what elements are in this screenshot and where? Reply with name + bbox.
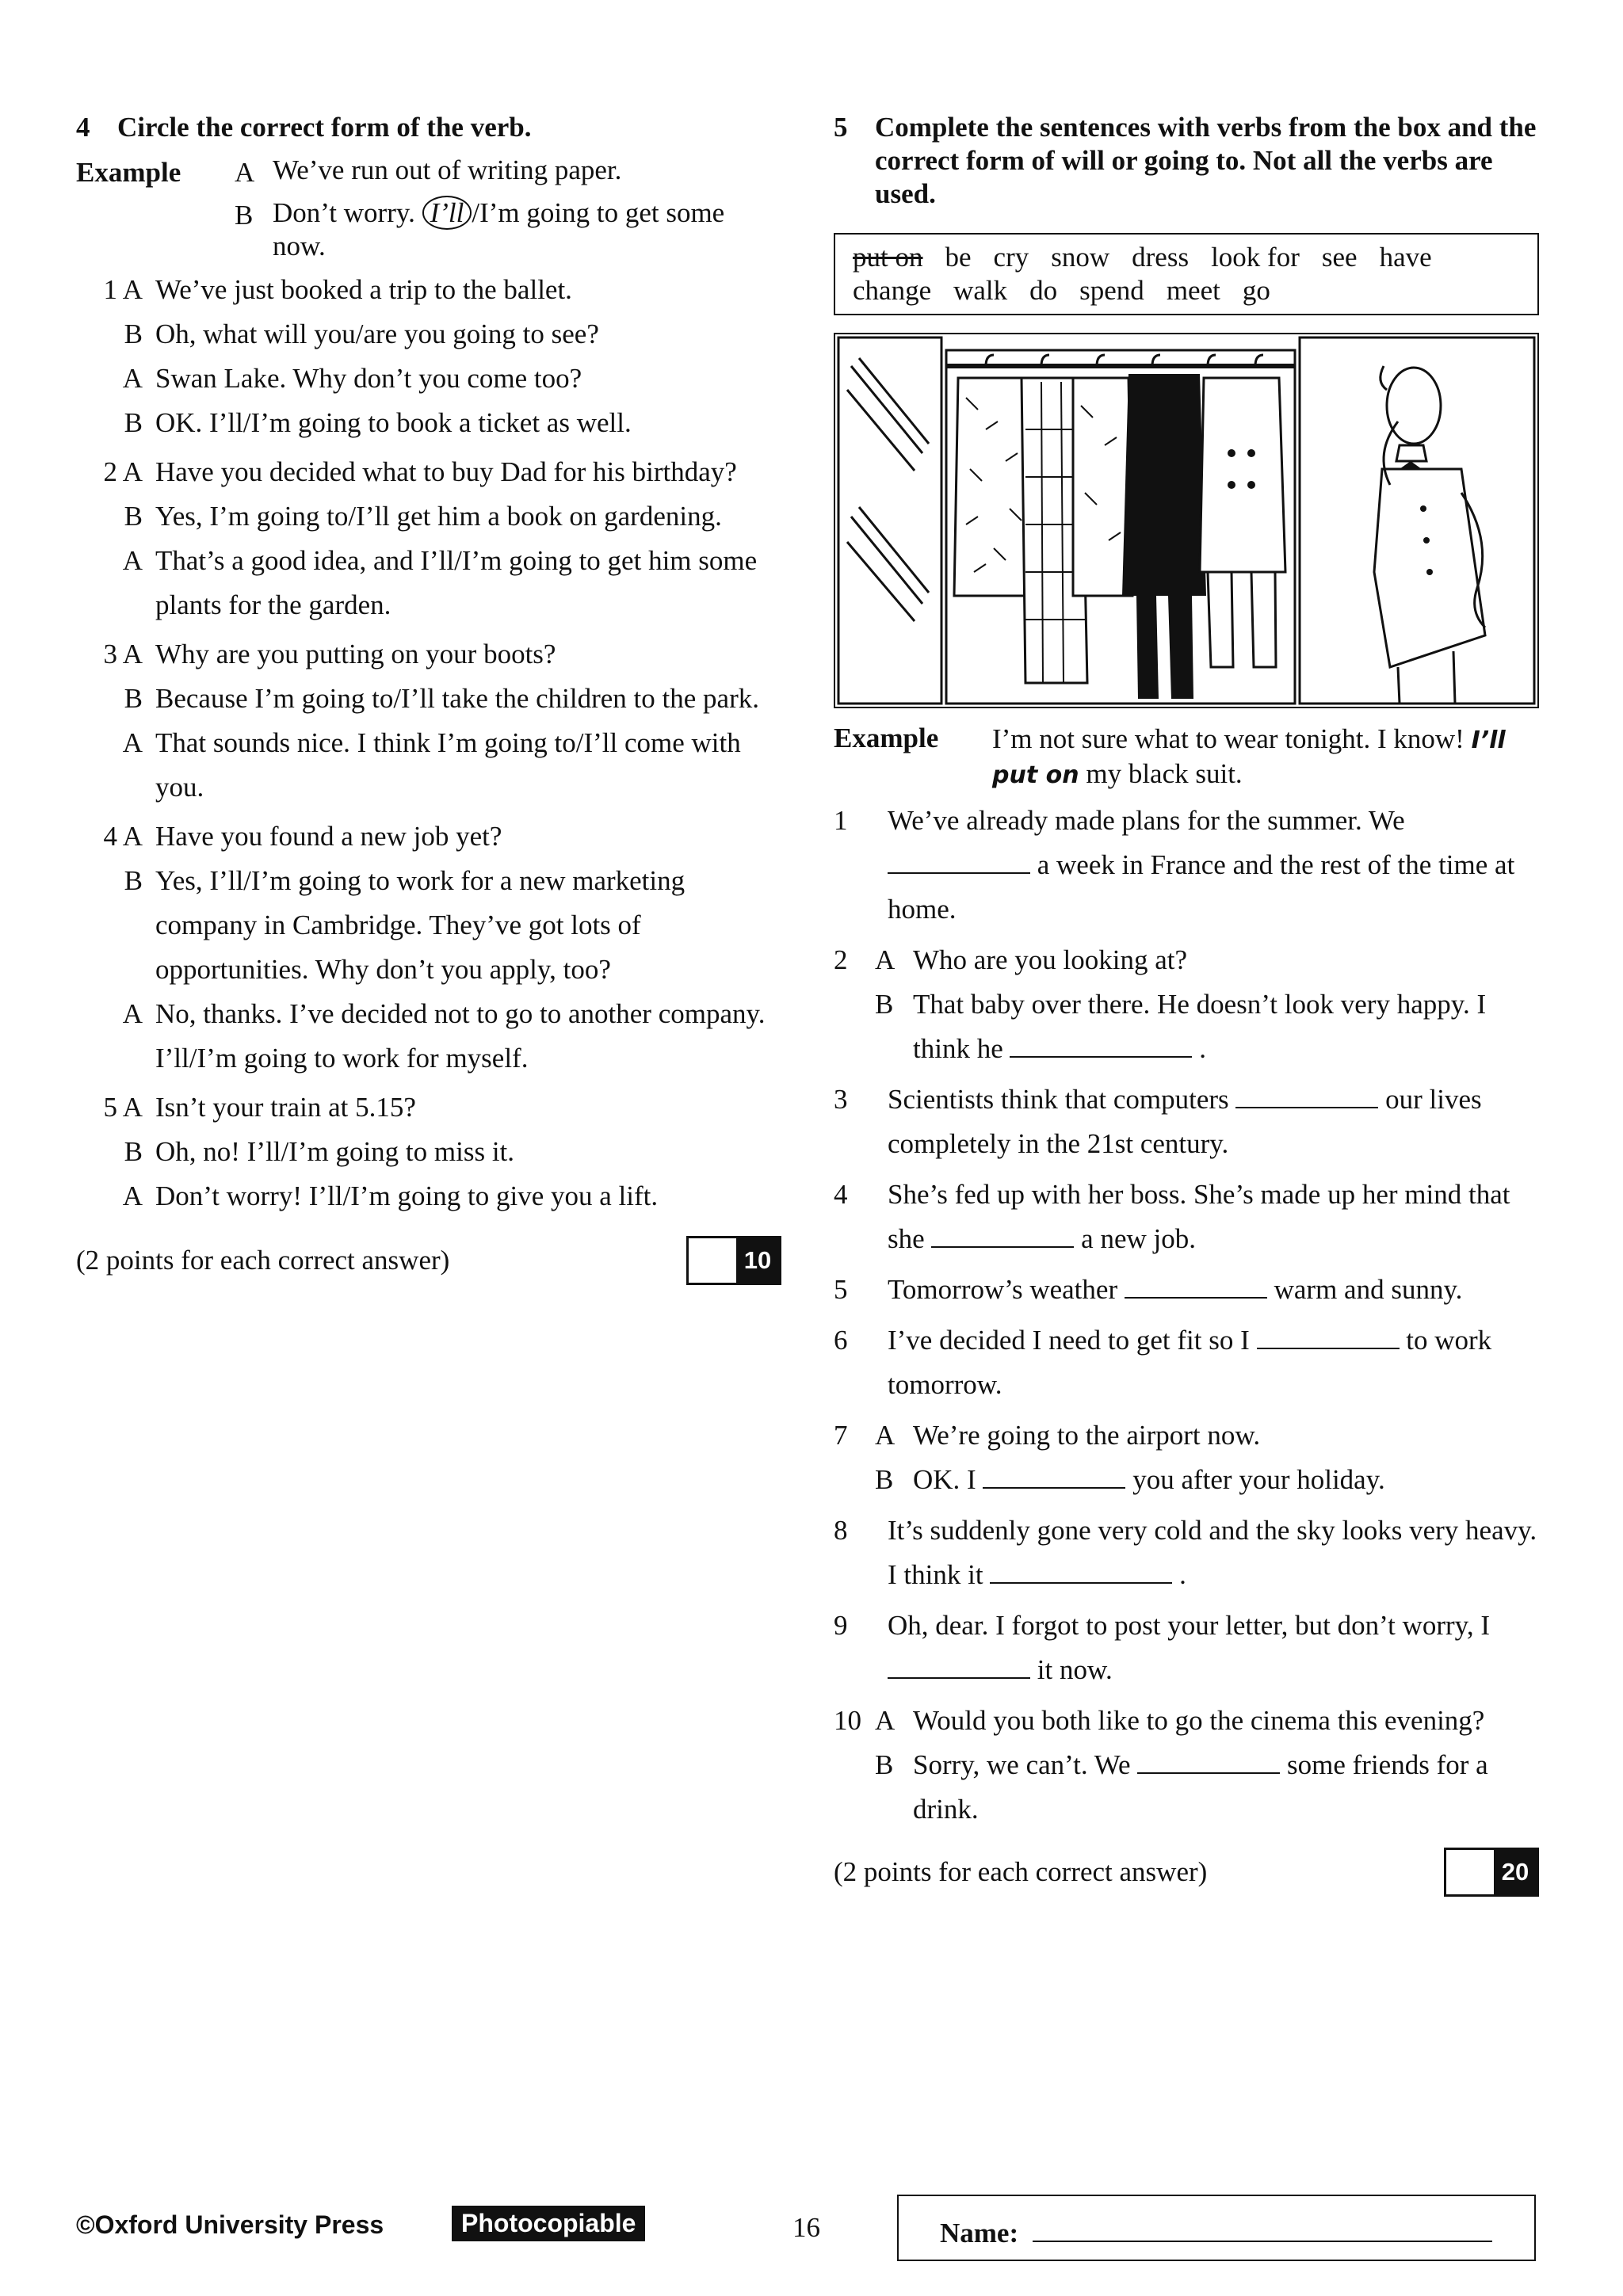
verb-box xyxy=(834,233,1539,315)
speaker-label: A xyxy=(122,1180,143,1211)
speaker-label xyxy=(875,799,888,932)
question-item xyxy=(834,1173,1539,1261)
question-number: 5 xyxy=(834,1274,848,1305)
example-text-pre: Don’t worry. xyxy=(273,197,415,228)
question-item xyxy=(834,1604,1539,1692)
section-instruction: Circle the correct form of the verb. xyxy=(117,112,532,143)
verb-option: meet xyxy=(1166,275,1220,306)
speaker-label xyxy=(875,1173,888,1261)
answer-blank[interactable] xyxy=(1125,1270,1267,1299)
dialogue-line xyxy=(76,494,781,539)
dialogue-line xyxy=(76,721,781,810)
score-entry[interactable] xyxy=(1446,1850,1494,1894)
question-text: She’s fed up with her boss. She’s made up her mind that she xyxy=(888,1179,1510,1254)
section-number: 4 xyxy=(76,112,90,143)
speaker-label: A xyxy=(122,274,143,305)
copyright-text: ©Oxford University Press xyxy=(76,2210,384,2239)
question-text-end: a week in France and the rest of the time at home. xyxy=(888,849,1515,925)
answer-blank[interactable] xyxy=(1137,1745,1280,1774)
dialogue-line xyxy=(76,450,781,494)
dialogue-text[interactable]: That’s a good idea, and I’ll/I’m going to get him some plants for the garden. xyxy=(155,545,758,620)
speaker-label xyxy=(875,1077,888,1166)
page-footer xyxy=(76,2195,1542,2266)
question-number xyxy=(76,357,117,401)
points-row xyxy=(76,1236,781,1285)
dialogue-text[interactable]: No, thanks. I’ve decided not to go to another company. I’ll/I’m going to work for myself. xyxy=(155,998,766,1074)
page-number: 16 xyxy=(792,2212,820,2243)
name-label: Name: xyxy=(940,2218,1019,2248)
example-text-post: my black suit. xyxy=(1086,758,1243,789)
score-box xyxy=(686,1236,781,1285)
speaker-label: B xyxy=(124,865,143,896)
speaker-label: A xyxy=(122,363,143,394)
question-text-end: warm and sunny. xyxy=(1274,1274,1463,1305)
question-text-end: . xyxy=(1179,1559,1186,1590)
speaker-label xyxy=(875,1604,888,1692)
question-number: 1 xyxy=(834,805,848,836)
verb-option: put on xyxy=(853,242,923,273)
speaker-label: A xyxy=(875,944,896,975)
question-item xyxy=(834,1508,1539,1597)
question-text-end: some friends for a drink. xyxy=(913,1749,1488,1825)
speaker-label: B xyxy=(235,200,254,231)
points-text: (2 points for each correct answer) xyxy=(76,1245,450,1276)
dialogue-text[interactable]: Why are you putting on your boots? xyxy=(155,639,556,669)
section-instruction: Complete the sentences with verbs from the box and the correct form of will or going to. Not all the verbs are used. xyxy=(875,112,1537,209)
speaker-label: B xyxy=(875,1749,894,1780)
photocopiable-badge: Photocopiable xyxy=(452,2206,645,2241)
question-text-end: our lives completely in the 21st century. xyxy=(888,1084,1482,1159)
question-item xyxy=(834,799,1539,932)
question-number: 1 xyxy=(103,274,117,305)
speaker-label: A xyxy=(122,456,143,487)
dialogue-text[interactable]: Yes, I’ll/I’m going to work for a new marketing company in Cambridge. They’ve got lots of opportunities. Why don’t you apply, too? xyxy=(155,865,685,985)
speaker-label xyxy=(875,1508,888,1597)
verb-option: look for xyxy=(1211,242,1300,273)
answer-blank[interactable] xyxy=(1010,1029,1192,1058)
dialogue-line xyxy=(76,992,781,1081)
question-list xyxy=(76,268,781,1219)
question-item xyxy=(76,268,781,445)
question-number: 6 xyxy=(834,1325,848,1356)
section-4 xyxy=(76,111,781,1285)
dialogue-line xyxy=(76,268,781,312)
question-text: Would you both like to go the cinema this evening? xyxy=(913,1705,1485,1736)
speaker-label: A xyxy=(235,157,255,188)
answer-blank[interactable] xyxy=(1235,1080,1378,1108)
dialogue-text[interactable]: We’ve just booked a trip to the ballet. xyxy=(155,274,572,305)
section-5-heading xyxy=(834,111,1539,211)
section-4-heading xyxy=(76,111,781,144)
question-text: It’s suddenly gone very cold and the sky looks very heavy. I think it xyxy=(888,1515,1537,1590)
question-text: That baby over there. He doesn’t look very happy. I think he xyxy=(913,989,1487,1064)
example-label: Example xyxy=(834,723,939,753)
question-text-end: . xyxy=(1199,1033,1206,1064)
dialogue-line xyxy=(76,814,781,859)
question-number xyxy=(76,677,117,721)
wardrobe-illustration xyxy=(834,333,1539,708)
example-text-post: /I’m going to get some now. xyxy=(273,197,725,261)
question-list xyxy=(834,799,1539,1832)
speaker-label: A xyxy=(122,1092,143,1123)
speaker-label: B xyxy=(875,1464,894,1495)
question-number: 3 xyxy=(103,639,117,669)
dialogue-line xyxy=(76,357,781,401)
question-text-end: to work tomorrow. xyxy=(888,1325,1492,1400)
dialogue-text[interactable]: Oh, no! I’ll/I’m going to miss it. xyxy=(155,1136,515,1167)
speaker-label: B xyxy=(124,318,143,349)
verb-option: have xyxy=(1379,242,1432,273)
dialogue-text[interactable]: That sounds nice. I think I’m going to/I’ll come with you. xyxy=(155,727,741,803)
speaker-label: A xyxy=(875,1420,896,1451)
question-number xyxy=(834,1458,875,1502)
score-entry[interactable] xyxy=(689,1238,736,1283)
circled-answer: I’ll xyxy=(422,196,472,230)
example-text-pre: I’m not sure what to wear tonight. I know! xyxy=(992,723,1465,754)
question-text: Who are you looking at? xyxy=(913,944,1188,975)
question-text: Tomorrow’s weather xyxy=(888,1274,1118,1305)
question-number: 10 xyxy=(834,1705,861,1736)
speaker-label xyxy=(875,1268,888,1312)
verb-option: do xyxy=(1029,275,1058,306)
example-line-text: We’ve run out of writing paper. xyxy=(273,154,622,185)
dialogue-line xyxy=(76,312,781,357)
name-field[interactable] xyxy=(1033,2214,1492,2242)
question-item xyxy=(834,1268,1539,1312)
example-block xyxy=(76,154,781,263)
answer-blank[interactable] xyxy=(931,1219,1074,1248)
question-item xyxy=(834,1458,1539,1502)
score-total: 10 xyxy=(736,1238,779,1283)
question-number: 3 xyxy=(834,1084,848,1115)
dialogue-line xyxy=(76,1174,781,1219)
points-text: (2 points for each correct answer) xyxy=(834,1856,1208,1887)
dialogue-text[interactable]: Have you found a new job yet? xyxy=(155,821,502,852)
question-text: We’re going to the airport now. xyxy=(913,1420,1261,1451)
points-row xyxy=(834,1848,1539,1897)
speaker-label: A xyxy=(122,998,143,1029)
dialogue-line xyxy=(76,859,781,992)
speaker-label: A xyxy=(122,639,143,669)
question-item xyxy=(76,450,781,627)
question-number: 9 xyxy=(834,1610,848,1641)
question-number xyxy=(834,1743,875,1832)
dialogue-line xyxy=(76,632,781,677)
question-item xyxy=(834,938,1539,982)
dialogue-line xyxy=(76,401,781,445)
question-number xyxy=(76,721,117,810)
question-text: Oh, dear. I forgot to post your letter, but don’t worry, I xyxy=(888,1610,1491,1641)
dialogue-line xyxy=(76,1085,781,1130)
question-item xyxy=(834,1413,1539,1458)
speaker-label: A xyxy=(122,545,143,576)
question-number xyxy=(76,1174,117,1219)
speaker-label: B xyxy=(124,407,143,438)
speaker-label xyxy=(875,1318,888,1407)
speaker-label: A xyxy=(875,1705,896,1736)
dialogue-text[interactable]: Oh, what will you/are you going to see? xyxy=(155,318,599,349)
question-number: 2 xyxy=(834,944,848,975)
question-number xyxy=(76,992,117,1081)
speaker-label: B xyxy=(875,989,894,1020)
speaker-label: A xyxy=(122,727,143,758)
dialogue-text[interactable]: Yes, I’m going to/I’ll get him a book on gardening. xyxy=(155,501,722,532)
question-number: 4 xyxy=(834,1179,848,1210)
question-item xyxy=(834,982,1539,1071)
dialogue-text[interactable]: OK. I’ll/I’m going to book a ticket as well. xyxy=(155,407,632,438)
question-number: 4 xyxy=(103,821,117,852)
verb-option: cry xyxy=(993,242,1029,273)
question-text: OK. I xyxy=(913,1464,976,1495)
question-text-end: it now. xyxy=(1037,1654,1113,1685)
speaker-label: B xyxy=(124,501,143,532)
question-item xyxy=(834,1077,1539,1166)
question-number xyxy=(76,494,117,539)
example-block xyxy=(834,719,1539,792)
answer-blank[interactable] xyxy=(1257,1321,1400,1349)
dialogue-text[interactable]: Don’t worry! I’ll/I’m going to give you a lift. xyxy=(155,1180,659,1211)
question-number: 5 xyxy=(103,1092,117,1123)
dialogue-line xyxy=(76,1130,781,1174)
dialogue-line xyxy=(76,539,781,627)
score-box xyxy=(1444,1848,1539,1897)
question-item xyxy=(76,632,781,810)
speaker-label: B xyxy=(124,1136,143,1167)
question-number xyxy=(76,539,117,627)
section-5 xyxy=(834,111,1539,1897)
dialogue-text[interactable]: Because I’m going to/I’ll take the children to the park. xyxy=(155,683,759,714)
question-text: Scientists think that computers xyxy=(888,1084,1229,1115)
question-number xyxy=(76,1130,117,1174)
example-label: Example xyxy=(76,157,181,188)
question-item xyxy=(834,1318,1539,1407)
question-number xyxy=(76,859,117,992)
wardrobe-man-drawing xyxy=(835,334,1537,707)
answer-blank[interactable] xyxy=(888,845,1030,874)
question-number: 8 xyxy=(834,1515,848,1546)
speaker-label: B xyxy=(124,683,143,714)
answer-blank[interactable] xyxy=(990,1555,1172,1584)
verb-option: spend xyxy=(1079,275,1144,306)
question-item xyxy=(834,1743,1539,1832)
example-answer: I’ll put on xyxy=(992,727,1506,789)
verb-option: change xyxy=(853,275,932,306)
question-item xyxy=(76,1085,781,1219)
section-number: 5 xyxy=(834,112,848,143)
question-number: 2 xyxy=(103,456,117,487)
question-number xyxy=(76,401,117,445)
question-text-end: a new job. xyxy=(1081,1223,1196,1254)
question-number xyxy=(76,312,117,357)
answer-blank[interactable] xyxy=(888,1650,1030,1679)
verb-option: snow xyxy=(1051,242,1110,273)
question-number xyxy=(834,982,875,1071)
question-text: We’ve already made plans for the summer. We xyxy=(888,805,1405,836)
dialogue-line xyxy=(76,677,781,721)
question-text-end: you after your holiday. xyxy=(1132,1464,1385,1495)
question-text: I’ve decided I need to get fit so I xyxy=(888,1325,1250,1356)
verb-option: see xyxy=(1321,242,1358,273)
answer-blank[interactable] xyxy=(983,1460,1125,1489)
verb-option: walk xyxy=(953,275,1008,306)
example-line-a xyxy=(235,154,781,192)
dialogue-text[interactable]: Isn’t your train at 5.15? xyxy=(155,1092,416,1123)
example-line-b xyxy=(235,196,781,263)
question-text: Sorry, we can’t. We xyxy=(913,1749,1131,1780)
question-item xyxy=(76,814,781,1081)
verb-option: go xyxy=(1242,275,1270,306)
verb-option: be xyxy=(945,242,972,273)
dialogue-text[interactable]: Have you decided what to buy Dad for his birthday? xyxy=(155,456,737,487)
dialogue-text[interactable]: Swan Lake. Why don’t you come too? xyxy=(155,363,582,394)
score-total: 20 xyxy=(1494,1850,1537,1894)
verb-option: dress xyxy=(1132,242,1190,273)
question-number: 7 xyxy=(834,1420,848,1451)
question-item xyxy=(834,1699,1539,1743)
speaker-label: A xyxy=(122,821,143,852)
name-box xyxy=(897,2195,1536,2261)
